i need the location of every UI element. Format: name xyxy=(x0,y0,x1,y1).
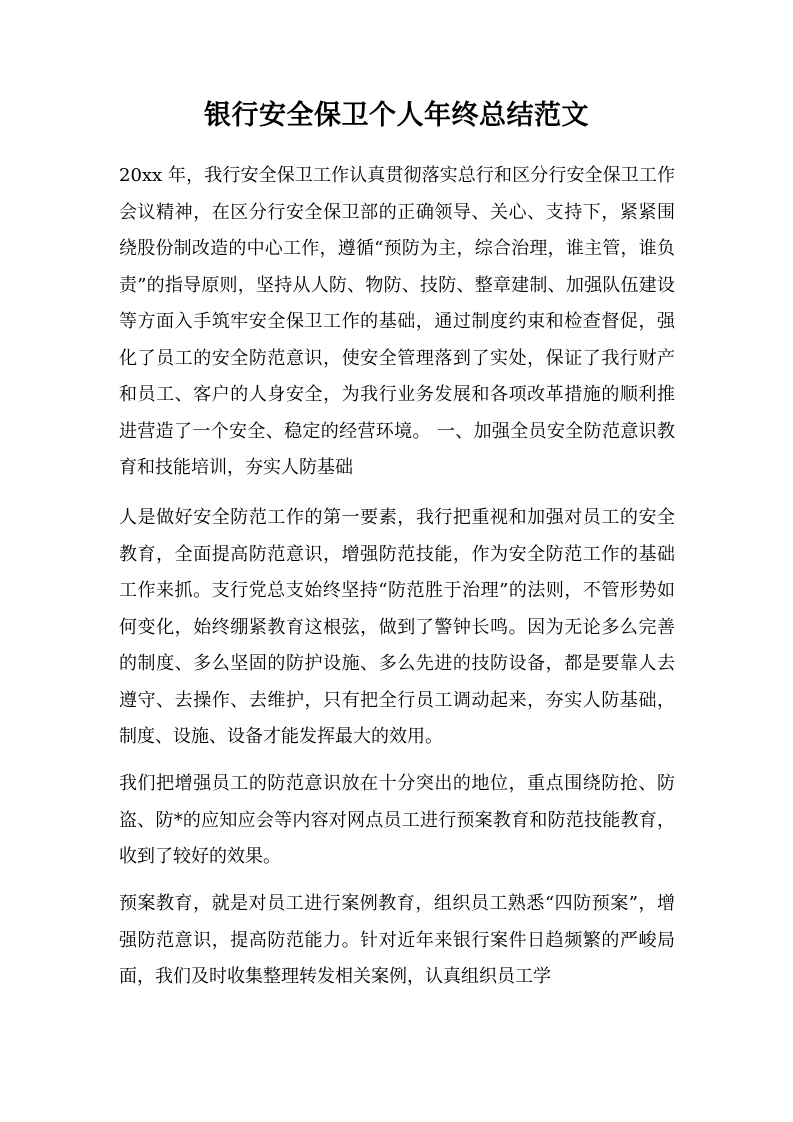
paragraph-2: 人是做好安全防范工作的第一要素，我行把重视和加强对员工的安全教育，全面提高防范意识，增强防范技能，作为安全防范工作的基础工作来抓。支行党总支始终坚持“防范胜于治理”的法则，不管形势如何变化，始终绷紧教育这根弦，做到了警钟长鸣。因为无论多么完善的制度、多么坚固的防护设施、多么先进的技防设备，都是要靠人去遵守、去操作、去维护，只有把全行员工调动起来，夯实人防基础，制度、设施、设备才能发挥最大的效用。 xyxy=(119,507,675,747)
paragraph-3: 我们把增强员工的防范意识放在十分突出的地位，重点围绕防抢、防盗、防*的应知应会等内容对网点员工进行预案教育和防范技能教育，收到了较好的效果。 xyxy=(119,773,675,867)
document-title: 银行安全保卫个人年终总结范文 xyxy=(204,100,589,131)
paragraph-1: 20xx 年，我行安全保卫工作认真贯彻落实总行和区分行安全保卫工作会议精神，在区分行安全保卫部的正确领导、关心、支持下，紧紧围绕股份制改造的中心工作，遵循“预防为主，综合治理，谁主管，谁负责”的指导原则，坚持从人防、物防、技防、整章建制、加强队伍建设等方面入手筑牢安全保卫工作的基础，通过制度约束和检查督促，强化了员工的安全防范意识，使安全管理落到了实处，保证了我行财产和员工、客户的人身安全，为我行业务发展和各项改革措施的顺利推进营造了一个安全、稳定的经营环境。 一、加强全员安全防范意识教育和技能培训，夯实人防基础 xyxy=(119,165,675,478)
paragraph-4: 预案教育，就是对员工进行案例教育，组织员工熟悉“四防预案”，增强防范意识，提高防范能力。针对近年来银行案件日趋频繁的严峻局面，我们及时收集整理转发相关案例，认真组织员工学 xyxy=(119,893,675,987)
